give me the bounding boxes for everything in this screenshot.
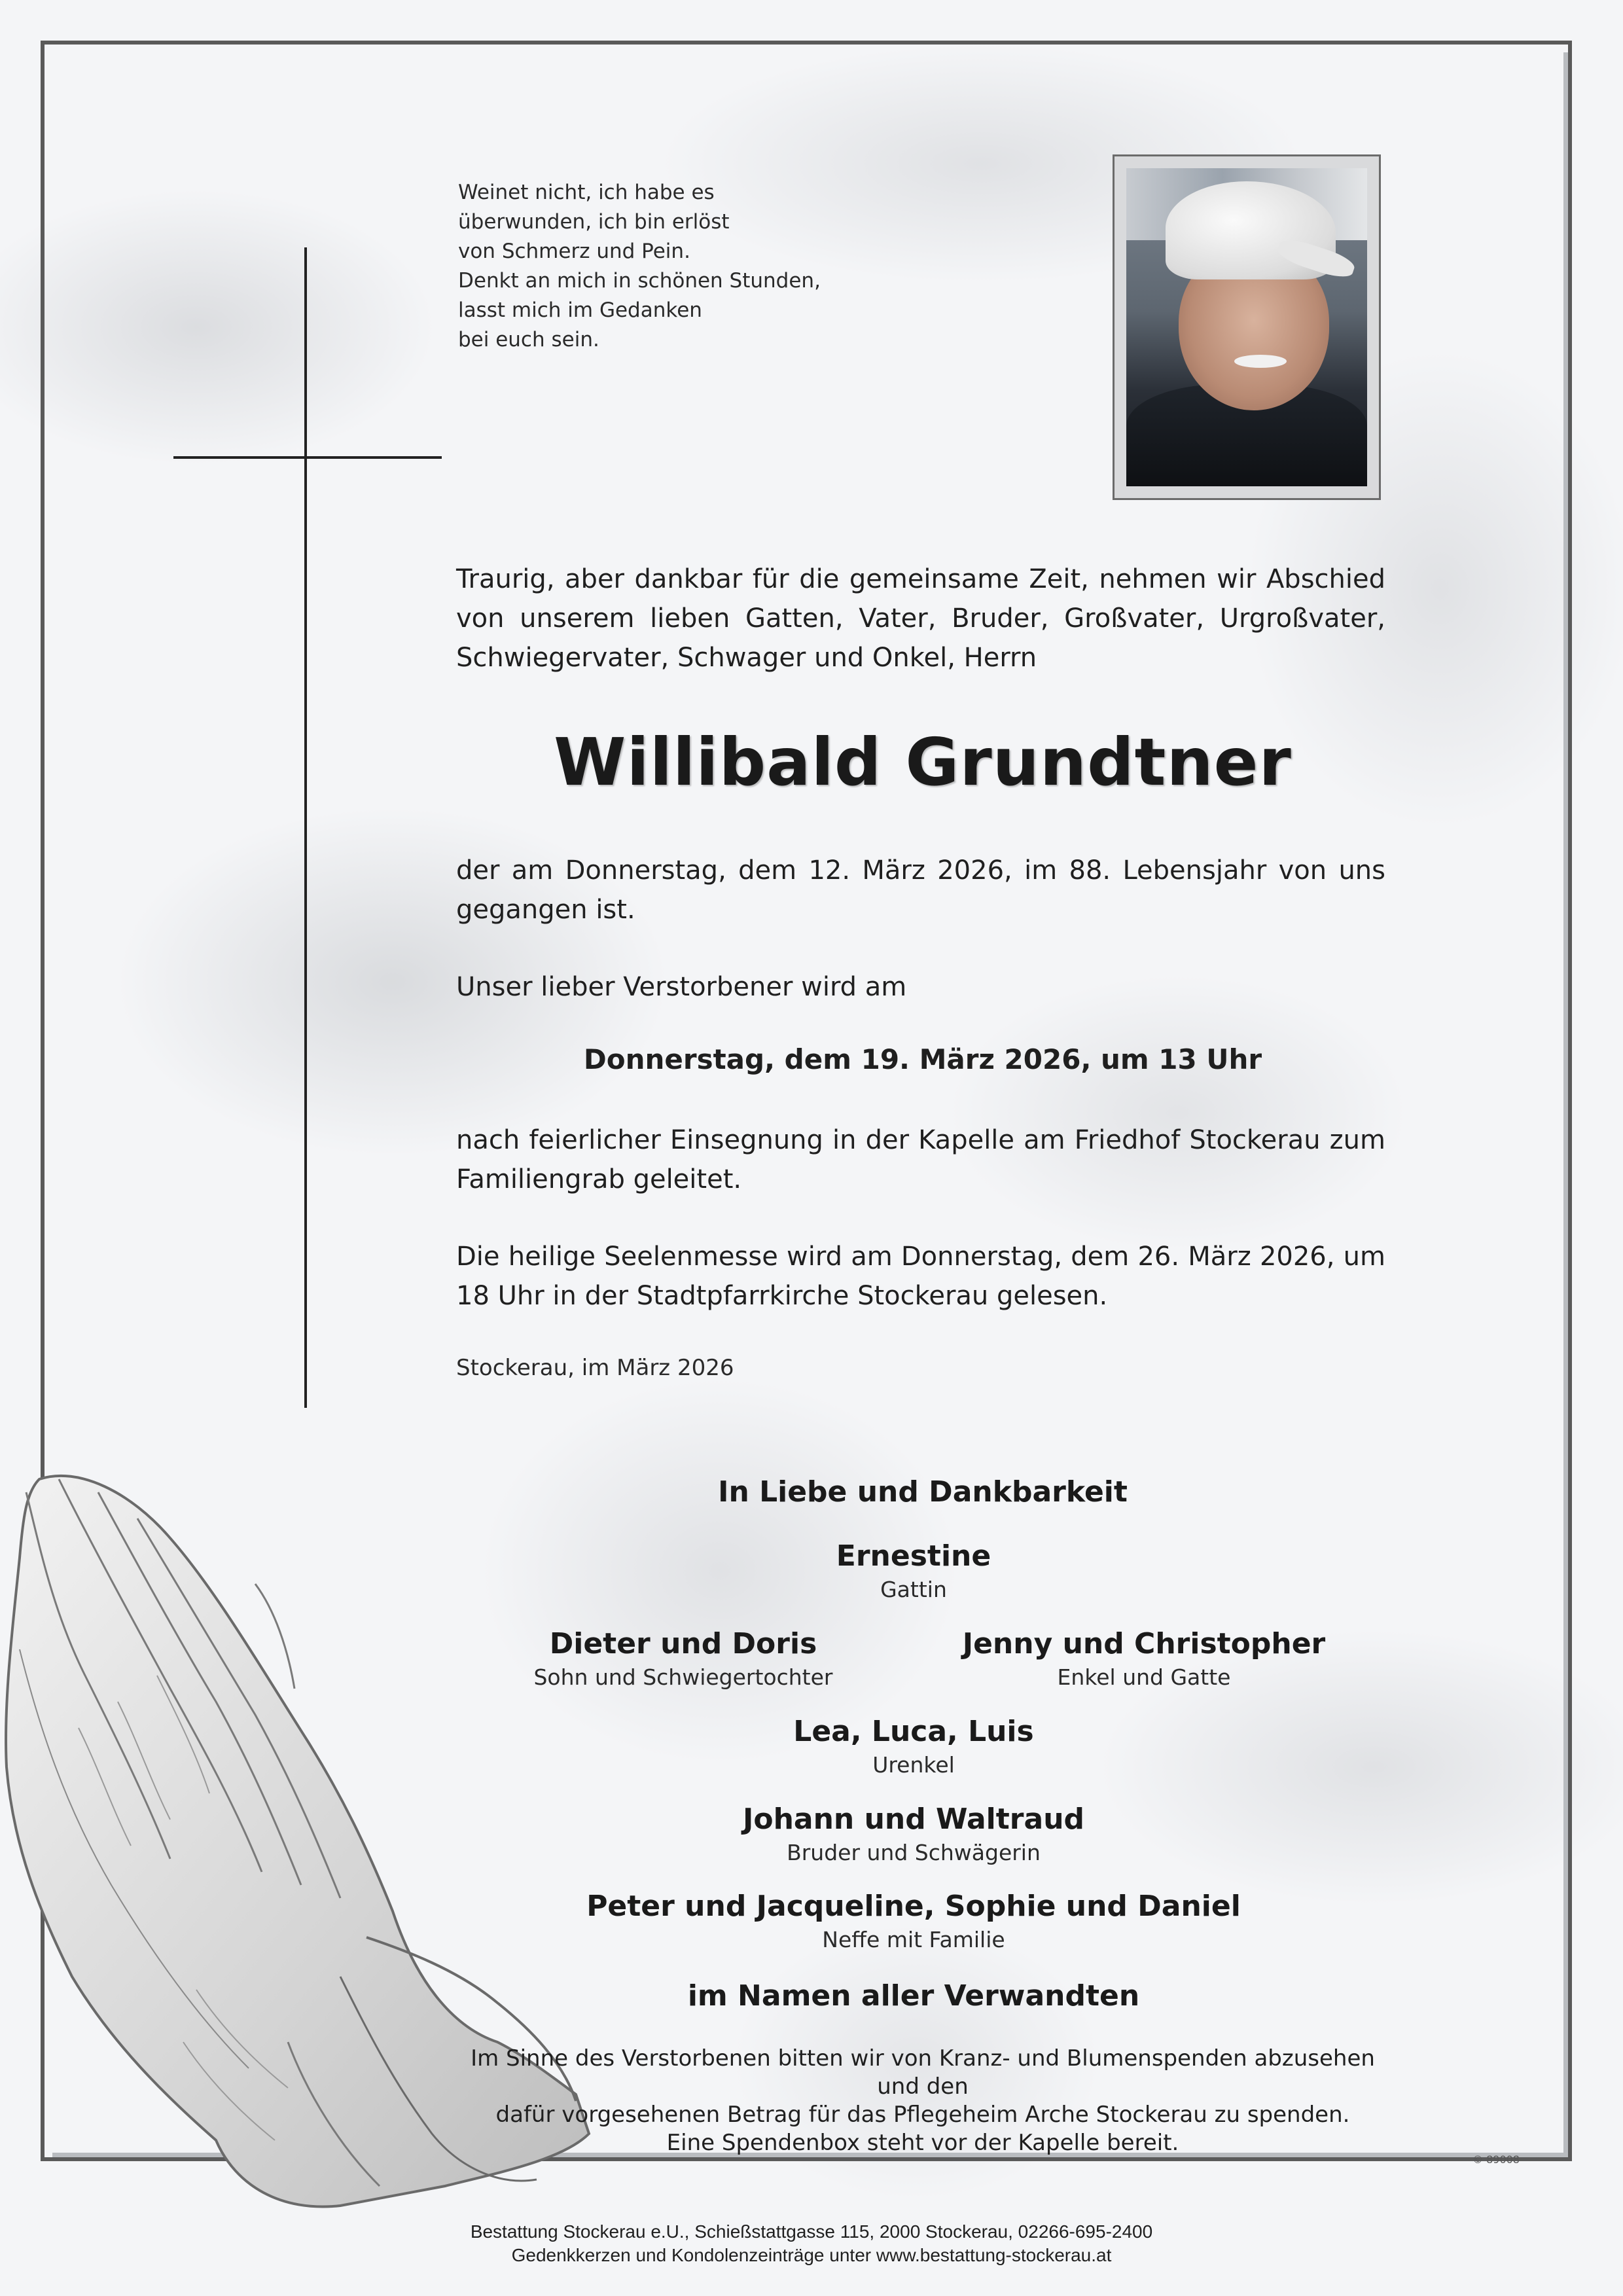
place-date: Stockerau, im März 2026: [456, 1355, 734, 1381]
great-grandchildren-name: Lea, Luca, Luis: [793, 1715, 1034, 1748]
donation-notice: [452, 2045, 1394, 2157]
footer: [0, 2220, 1623, 2267]
grandchild-name: Jenny und Christopher: [962, 1627, 1326, 1660]
footer-address: Bestattung Stockerau e.U., Schießstattgasse 115, 2000 Stockerau, 02266-695-2400: [470, 2221, 1153, 2242]
nephew-name: Peter und Jacqueline, Sophie und Daniel: [586, 1890, 1241, 1923]
poem: [458, 178, 877, 355]
grandchild-relation: Enkel und Gatte: [1057, 1664, 1231, 1690]
family-nephew: [521, 1888, 1306, 1955]
son-name: Dieter und Doris: [549, 1627, 817, 1660]
spouse-name: Ernestine: [836, 1539, 991, 1573]
cross-bar: [173, 456, 442, 459]
notice-line: Eine Spendenbox steht vor der Kapelle bereit.: [666, 2130, 1179, 2156]
family-closing: [521, 1978, 1306, 2015]
son-relation: Sohn und Schwiegertochter: [533, 1664, 833, 1690]
burial-intro: Unser lieber Verstorbener wird am: [456, 972, 907, 1002]
footer-website: Gedenkkerzen und Kondolenzeinträge unter www.bestattung-stockerau.at: [511, 2245, 1112, 2265]
print-mark: © 89008: [1472, 2153, 1520, 2166]
portrait-frame: [1113, 154, 1381, 500]
cross-icon: [304, 247, 307, 1408]
intro-text: Traurig, aber dankbar für die gemeinsame Zeit, nehmen wir Abschied von unserem lieben Gatten, Vater, Bruder, Großvater, Urgroßvater, Schwiegervater, Schwager und Onkel, Herrn: [456, 564, 1385, 673]
great-grandchildren-relation: Urenkel: [872, 1752, 955, 1778]
burial-text: nach feierlicher Einsegnung in der Kapelle am Friedhof Stockerau zum Familiengrab geleitet.: [456, 1125, 1385, 1194]
poem-line: überwunden, ich bin erlöst: [458, 210, 730, 234]
poem-line: Denkt an mich in schönen Stunden,: [458, 269, 821, 293]
deceased-name: Willibald Grundtner: [554, 724, 1292, 800]
family-brother: [521, 1801, 1306, 1868]
nephew-relation: Neffe mit Familie: [822, 1927, 1005, 1952]
family-heading-text: In Liebe und Dankbarkeit: [718, 1475, 1128, 1509]
notice-line: dafür vorgesehenen Betrag für das Pflegeheim Arche Stockerau zu spenden.: [495, 2102, 1350, 2128]
mass-text: Die heilige Seelenmesse wird am Donnerstag, dem 26. März 2026, um 18 Uhr in der Stadtpfarrkirche Stockerau gelesen.: [456, 1242, 1385, 1311]
spouse-relation: Gattin: [880, 1577, 947, 1602]
poem-line: bei euch sein.: [458, 328, 599, 351]
family-great-grandchildren: [521, 1713, 1306, 1780]
death-text: der am Donnerstag, dem 12. März 2026, im 88. Lebensjahr von uns gegangen ist.: [456, 855, 1385, 925]
family-spouse: [521, 1538, 1306, 1605]
poem-line: von Schmerz und Pein.: [458, 240, 690, 263]
brother-name: Johann und Waltraud: [742, 1803, 1085, 1836]
brother-relation: Bruder und Schwägerin: [787, 1840, 1041, 1865]
family-grandchild: [817, 1626, 1471, 1693]
poem-line: lasst mich im Gedanken: [458, 298, 702, 322]
poem-line: Weinet nicht, ich habe es: [458, 181, 715, 204]
notice-line: Im Sinne des Verstorbenen bitten wir von Kranz- und Blumenspenden abzusehen und den: [471, 2045, 1375, 2100]
portrait-photo: [1126, 168, 1367, 486]
burial-date: Donnerstag, dem 19. März 2026, um 13 Uhr: [583, 1043, 1262, 1075]
family-heading: [530, 1474, 1315, 1511]
closing-text: im Namen aller Verwandten: [687, 1979, 1140, 2013]
